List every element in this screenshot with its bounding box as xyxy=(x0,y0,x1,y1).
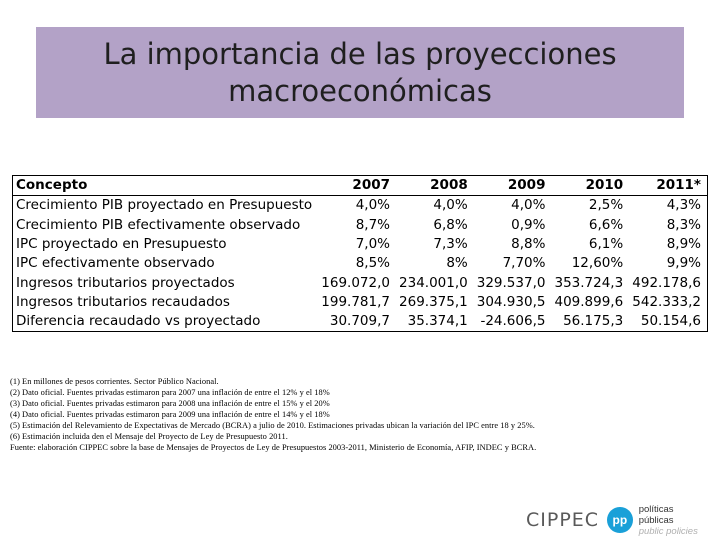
cippec-logo xyxy=(526,505,710,535)
cell-value: 4,0% xyxy=(433,197,468,214)
header-2011: 2011* xyxy=(656,177,701,194)
footnote: (4) Dato oficial. Fuentes privadas estimaron para 2009 una inflación de entre el 14% y el 18% xyxy=(10,410,330,419)
cell-value: 169.072,0 xyxy=(321,274,390,291)
cell-value: 7,70% xyxy=(502,255,546,272)
cell-value: 8,8% xyxy=(511,236,546,253)
tagline-line-1: políticas públicas xyxy=(638,503,674,526)
row-label: Crecimiento PIB proyectado en Presupuesto xyxy=(16,197,313,214)
cell-value: 8,3% xyxy=(666,216,701,233)
cell-value: 8% xyxy=(446,255,468,272)
cell-value: 7,0% xyxy=(355,236,390,253)
table-row xyxy=(13,235,708,254)
footnote: (2) Dato oficial. Fuentes privadas estimaron para 2007 una inflación de entre el 12% y el 18% xyxy=(10,388,330,397)
slide-title-line-2: macroeconómicas xyxy=(228,73,492,108)
footnote: (1) En millones de pesos corrientes. Sector Público Nacional. xyxy=(10,377,219,386)
cell-value: 2,5% xyxy=(588,197,624,214)
row-label: Crecimiento PIB efectivamente observado xyxy=(16,216,301,233)
header-2007: 2007 xyxy=(352,177,390,194)
cell-value: 4,3% xyxy=(666,197,701,214)
cell-value: 269.375,1 xyxy=(399,293,468,310)
cell-value: 56.175,3 xyxy=(563,313,624,330)
cell-value: 35.374,1 xyxy=(407,313,468,330)
cell-value: 542.333,2 xyxy=(632,293,701,310)
table-header-row xyxy=(13,176,708,196)
header-2009: 2009 xyxy=(507,177,546,194)
cell-value: 409.899,6 xyxy=(554,293,624,310)
cell-value: 30.709,7 xyxy=(329,313,390,330)
header-concepto: Concepto xyxy=(16,177,88,194)
cell-value: 8,7% xyxy=(355,216,390,233)
cell-value: 329.537,0 xyxy=(476,274,546,291)
row-label: IPC proyectado en Presupuesto xyxy=(16,236,227,253)
cell-value: 304.930,5 xyxy=(476,293,546,310)
row-label: Ingresos tributarios proyectados xyxy=(16,274,235,291)
footnote: (5) Estimación del Relevamiento de Expectativas de Mercado (BCRA) a julio de 2010. Estimaciones privadas ubican la variación del IPC entre 18 y 25%. xyxy=(10,421,535,430)
table-row xyxy=(13,254,708,273)
cell-value: 353.724,3 xyxy=(554,274,624,291)
cell-value: 492.178,6 xyxy=(632,274,701,291)
table-row xyxy=(13,273,708,292)
cell-value: 4,0% xyxy=(355,197,390,214)
cell-value: 50.154,6 xyxy=(640,313,701,330)
cell-value: 9,9% xyxy=(666,255,701,272)
projections-table xyxy=(12,175,708,332)
table-row xyxy=(13,312,708,332)
table-row xyxy=(13,196,708,216)
tagline xyxy=(639,504,710,537)
tagline-line-2: public policies xyxy=(638,525,698,537)
pp-logo-icon: pp xyxy=(607,507,633,533)
cell-value: 0,9% xyxy=(511,216,546,233)
cell-value: 234.001,0 xyxy=(399,274,468,291)
footnote: (3) Dato oficial. Fuentes privadas estimaron para 2008 una inflación de entre el 15% y el 20% xyxy=(10,399,330,408)
cell-value: 7,3% xyxy=(433,236,468,253)
header-2010: 2010 xyxy=(585,177,624,194)
table-row xyxy=(13,293,708,312)
header-2008: 2008 xyxy=(430,177,468,194)
footnote: (6) Estimación incluida den el Mensaje del Proyecto de Ley de Presupuesto 2011. xyxy=(10,432,288,441)
slide-title-line-1: La importancia de las proyecciones xyxy=(103,36,617,71)
brand-wordmark: CIPPEC xyxy=(526,509,600,531)
row-label: IPC efectivamente observado xyxy=(16,255,215,272)
row-label: Ingresos tributarios recaudados xyxy=(16,293,230,310)
cell-value: 199.781,7 xyxy=(321,293,390,310)
cell-value: 4,0% xyxy=(511,197,546,214)
title-box xyxy=(36,27,684,118)
cell-value: 8,9% xyxy=(666,236,701,253)
table-row xyxy=(13,216,708,235)
cell-value: -24.606,5 xyxy=(480,313,546,330)
cell-value: 6,6% xyxy=(588,216,624,233)
cell-value: 8,5% xyxy=(355,255,390,272)
cell-value: 6,8% xyxy=(433,216,468,233)
row-label: Diferencia recaudado vs proyectado xyxy=(16,313,261,330)
footnotes xyxy=(10,376,710,453)
cell-value: 12,60% xyxy=(571,255,624,272)
source-note: Fuente: elaboración CIPPEC sobre la base de Mensajes de Proyectos de Ley de Presupuestos 2003-2011, Ministerio de Economía, AFIP, INDEC y BCRA. xyxy=(10,443,537,452)
cell-value: 6,1% xyxy=(588,236,624,253)
